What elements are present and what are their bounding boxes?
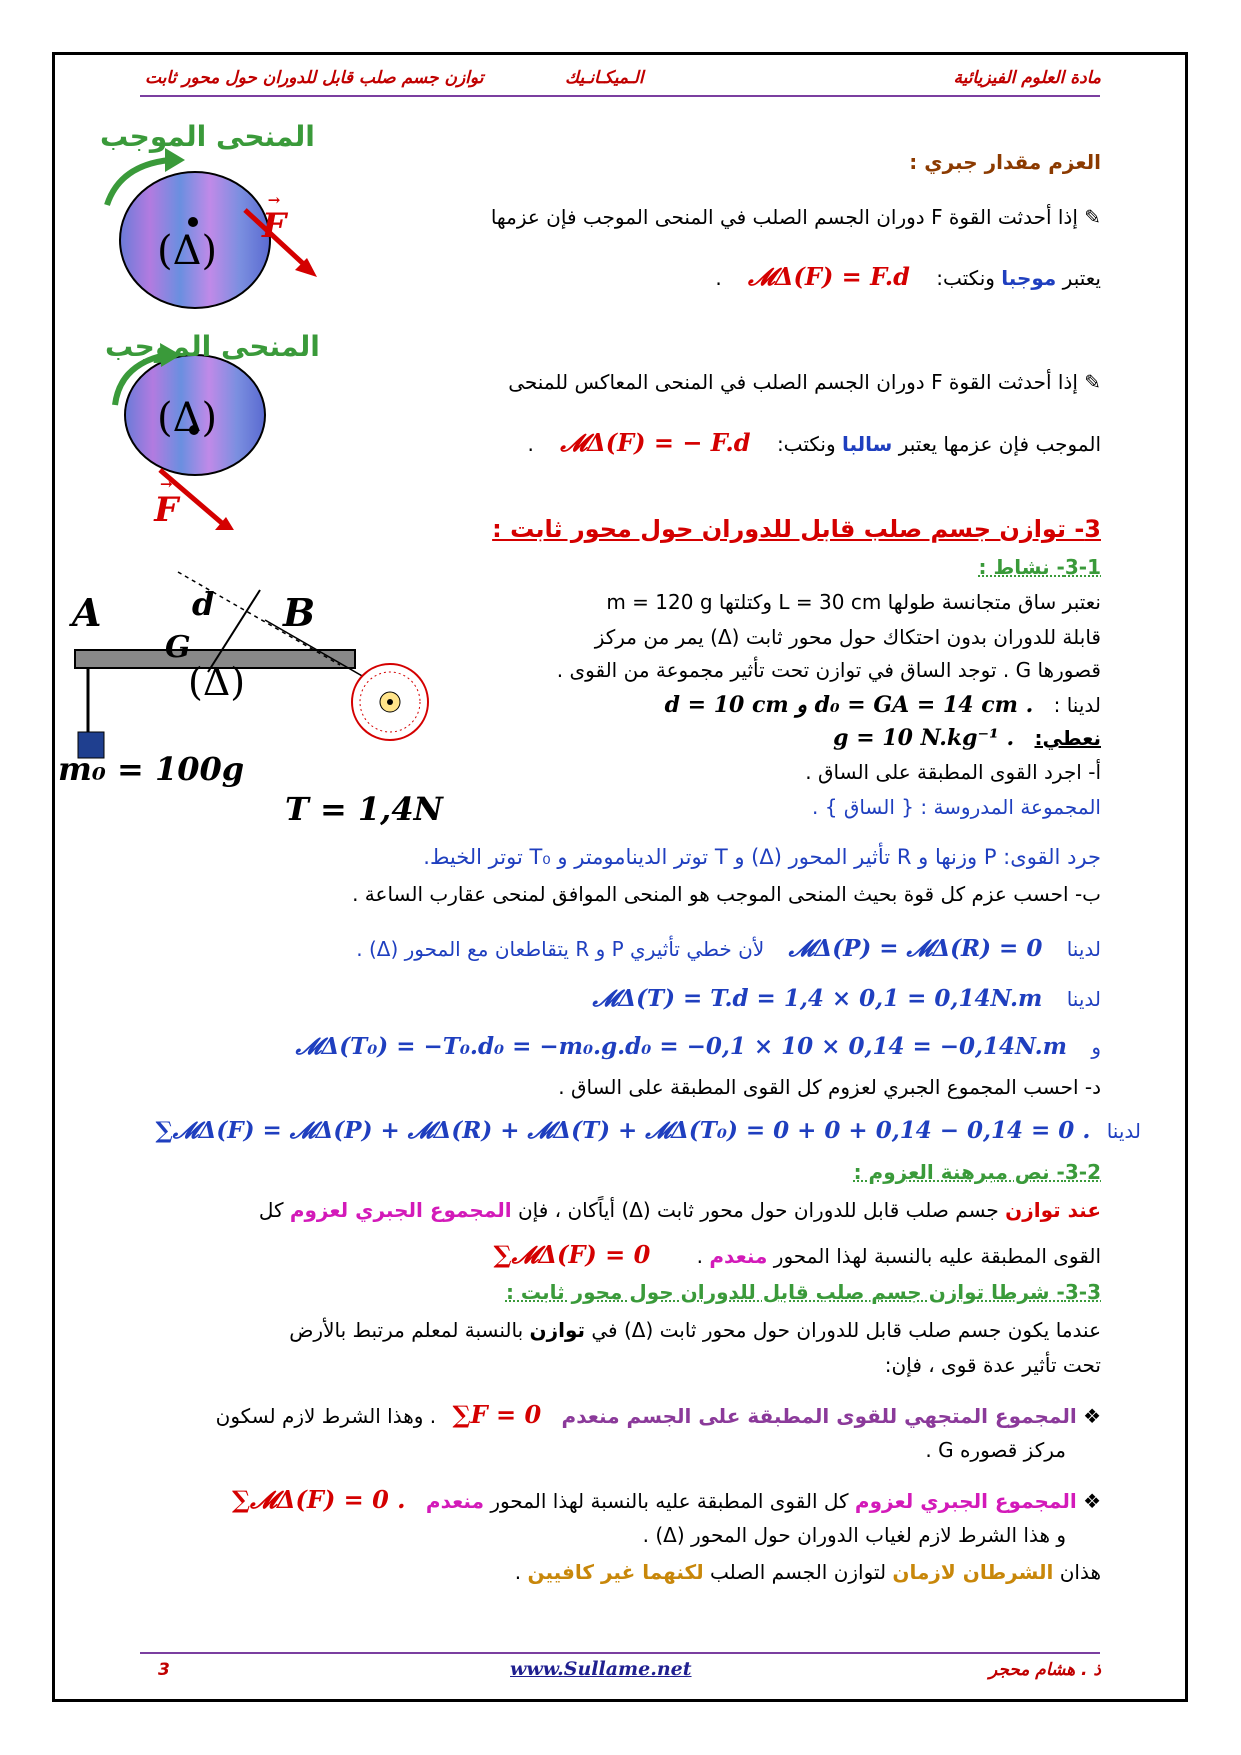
condition-1: ❖ المجموع المتجهي للقوى المطبقة على الجسم منعدم ∑F = 0 . وهذا الشرط لازم لسكون	[215, 1400, 1101, 1429]
header-subject: مادة العلوم الفيزيائية	[953, 68, 1101, 88]
bar-label-B: B	[283, 590, 316, 635]
condition-2: ❖ المجموع الجبري لعزوم كل القوى المطبقة عليه بالنسبة لهذا المحور منعدم ∑𝓜Δ(F) = 0 .	[231, 1485, 1101, 1514]
torque-title: العزم مقدار جبري :	[909, 150, 1101, 174]
bar-tension-label: T = 1,4N	[285, 790, 443, 828]
theorem-line1: عند توازن جسم صلب قابل للدوران حول محور ثابت (Δ) أياًكان ، فإن المجموع الجبري لعزوم كل	[258, 1198, 1101, 1222]
positive-sense-label-1: المنحى الموجب	[100, 120, 315, 153]
footer-author: ذ . هشام محجر	[988, 1660, 1101, 1680]
force-label-2: → F	[154, 490, 178, 530]
positive-sense-label-2: المنحى الموجب	[105, 330, 320, 363]
activity-line5: نعطي: g = 10 N.kg⁻¹ .	[833, 725, 1101, 751]
theorem-line2: القوى المطبقة عليه بالنسبة لهذا المحور منعدم . ∑𝓜Δ(F) = 0	[493, 1240, 1101, 1269]
force-label-1: → F	[262, 206, 286, 246]
result-thread-tension: و 𝓜Δ(T₀) = −T₀.d₀ = −m₀.g.d₀ = −0,1 × 10 × 0,14 = −0,14N.m	[295, 1033, 1101, 1060]
footer-website[interactable]: www.Sullame.net	[510, 1658, 692, 1680]
case2-line1: ✎ إذا أحدثت القوة F دوران الجسم الصلب في المنحى المعاكس للمنحى	[508, 370, 1101, 394]
bar-label-d: d	[192, 585, 215, 623]
condition-1-line2: مركز قصوره G .	[925, 1438, 1066, 1462]
activity-line2: قابلة للدوران بدون احتكاك حول محور ثابت (Δ) يمر من مركز	[594, 625, 1101, 649]
bar-axis-label: (Δ)	[188, 660, 246, 704]
sub31-title: 3-1- نشاط :	[978, 555, 1101, 579]
sum-of-torques: لدينا ∑𝓜Δ(F) = 𝓜Δ(P) + 𝓜Δ(R) + 𝓜Δ(T) + 𝓜Δ(T₀) = 0 + 0 + 0,14 − 0,14 = 0 .	[155, 1117, 1141, 1144]
axis-label-2: (Δ)	[157, 395, 218, 441]
case1-line1: ✎ إذا أحدثت القوة F دوران الجسم الصلب في المنحى الموجب فإن عزمها	[490, 205, 1101, 229]
case1-line2: يعتبر موجبا ونكتب: 𝓜Δ(F) = F.d .	[715, 262, 1101, 291]
result-tension: لدينا 𝓜Δ(T) = T.d = 1,4 × 0,1 = 0,14N.m	[592, 985, 1101, 1012]
activity-line1: نعتبر ساق متجانسة طولها L = 30 cm وكتلتها m = 120 g	[606, 590, 1101, 614]
header-lesson: توازن جسم صلب قابل للدوران حول محور ثابت	[145, 68, 484, 88]
footer-page-number: 3	[158, 1660, 170, 1680]
header-unit: الـميكـانـيك	[565, 68, 644, 88]
sub33-title: 3-3- شرطا توازن جسم صلب قابل للدوران حول محور ثابت :	[505, 1280, 1101, 1304]
activity-line4: لدينا : d = 10 cm و d₀ = GA = 14 cm .	[664, 692, 1101, 718]
conditions-line1: عندما يكون جسم صلب قابل للدوران حول محور ثابت (Δ) في توازن بالنسبة لمعلم مرتبط بالأرض	[289, 1318, 1101, 1342]
forces-inventory: جرد القوى: P وزنها و R تأثير المحور (Δ) و T توتر الدينامومتر و T₀ توتر الخيط.	[423, 845, 1101, 869]
conditions-line2: تحت تأثير عدة قوى ، فإن:	[884, 1353, 1101, 1377]
sub32-title: 3-2- نص مبرهنة العزوم :	[853, 1160, 1101, 1184]
activity-line3: قصورها G . توجد الساق في توازن تحت تأثير مجموعة من القوى .	[556, 658, 1101, 682]
question-a: أ- اجرد القوى المطبقة على الساق .	[805, 760, 1101, 784]
studied-system: المجموعة المدروسة : { الساق } .	[812, 795, 1101, 819]
question-d: د- احسب المجموع الجبري لعزوم كل القوى المطبقة على الساق .	[558, 1075, 1101, 1099]
section3-title: 3- توازن جسم صلب قابل للدوران حول محور ثابت :	[492, 515, 1101, 543]
condition-2-line2: و هذا الشرط لازم لغياب الدوران حول المحور (Δ) .	[642, 1523, 1066, 1547]
result-weight-reaction: لدينا 𝓜Δ(P) = 𝓜Δ(R) = 0 لأن خطي تأثيري P و R يتقاطعان مع المحور (Δ) .	[356, 935, 1101, 962]
bar-label-G: G	[165, 630, 191, 665]
case2-line2: الموجب فإن عزمها يعتبر سالبا ونكتب: 𝓜Δ(F) = − F.d .	[527, 428, 1101, 457]
final-remark: هذان الشرطان لازمان لتوازن الجسم الصلب لكنهما غير كافيين .	[514, 1560, 1101, 1584]
footer-rule	[140, 1652, 1100, 1654]
question-b: ب- احسب عزم كل قوة بحيث المنحى الموجب هو المنحى الموافق لمنحى عقارب الساعة .	[352, 882, 1101, 906]
header-rule	[140, 95, 1100, 97]
axis-label-1: (Δ)	[157, 228, 218, 274]
bar-label-A: A	[72, 590, 102, 635]
bar-mass-label: m₀ = 100g	[58, 750, 245, 788]
